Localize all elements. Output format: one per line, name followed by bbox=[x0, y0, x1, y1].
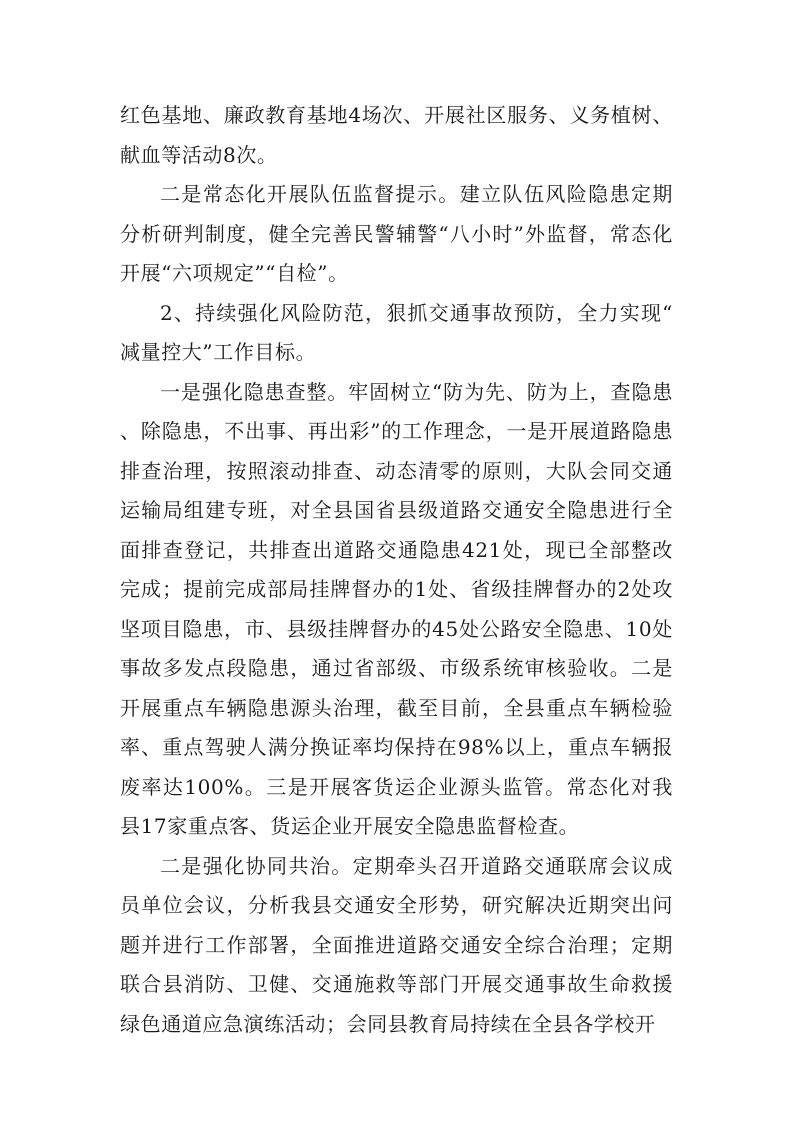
paragraph-3: 2、持续强化风险防范，狠抓交通事故预防，全力实现“减量控大”工作目标。 bbox=[120, 300, 673, 364]
paragraph-1: 红色基地、廉政教育基地4场次、开展社区服务、义务植树、献血等活动8次。 bbox=[120, 103, 673, 167]
paragraph-4: 一是强化隐患查整。牢固树立“防为先、防为上，查隐患、除隐患，不出事、再出彩”的工作理念，一是开展道路隐患排查治理，按照滚动排查、动态清零的原则，大队会同交通运输局组建专班，对全县国省县级道路交通安全隐患进行全面排查登记，共排查出道路交通隐患421处，现已全部整改完成；提前完成部局挂牌督办的1处、省级挂牌督办的2处攻坚项目隐患，市、县级挂牌督办的45处公路安全隐患、10处事故多发点段隐患，通过省部级、市级系统审核验收。二是开展重点车辆隐患源头治理，截至目前，全县重点车辆检验率、重点驾驶人满分换证率均保持在98%以上，重点车辆报废率达100%。三是开展客货运企业源头监管。常态化对我县17家重点客、货运企业开展安全隐患监督检查。 bbox=[120, 379, 673, 838]
paragraph-2: 二是常态化开展队伍监督提示。建立队伍风险隐患定期分析研判制度，健全完善民警辅警“八小时”外监督，常态化开展“六项规定”“自检”。 bbox=[120, 182, 673, 285]
document-body bbox=[120, 96, 673, 1044]
paragraph-5: 二是强化协同共治。定期牵头召开道路交通联席会议成员单位会议，分析我县交通安全形势，研究解决近期突出问题并进行工作部署，全面推进道路交通安全综合治理；定期联合县消防、卫健、交通施救等部门开展交通事故生命救援绿色通道应急演练活动；会同县教育局持续在全县各学校开 bbox=[120, 853, 673, 1036]
